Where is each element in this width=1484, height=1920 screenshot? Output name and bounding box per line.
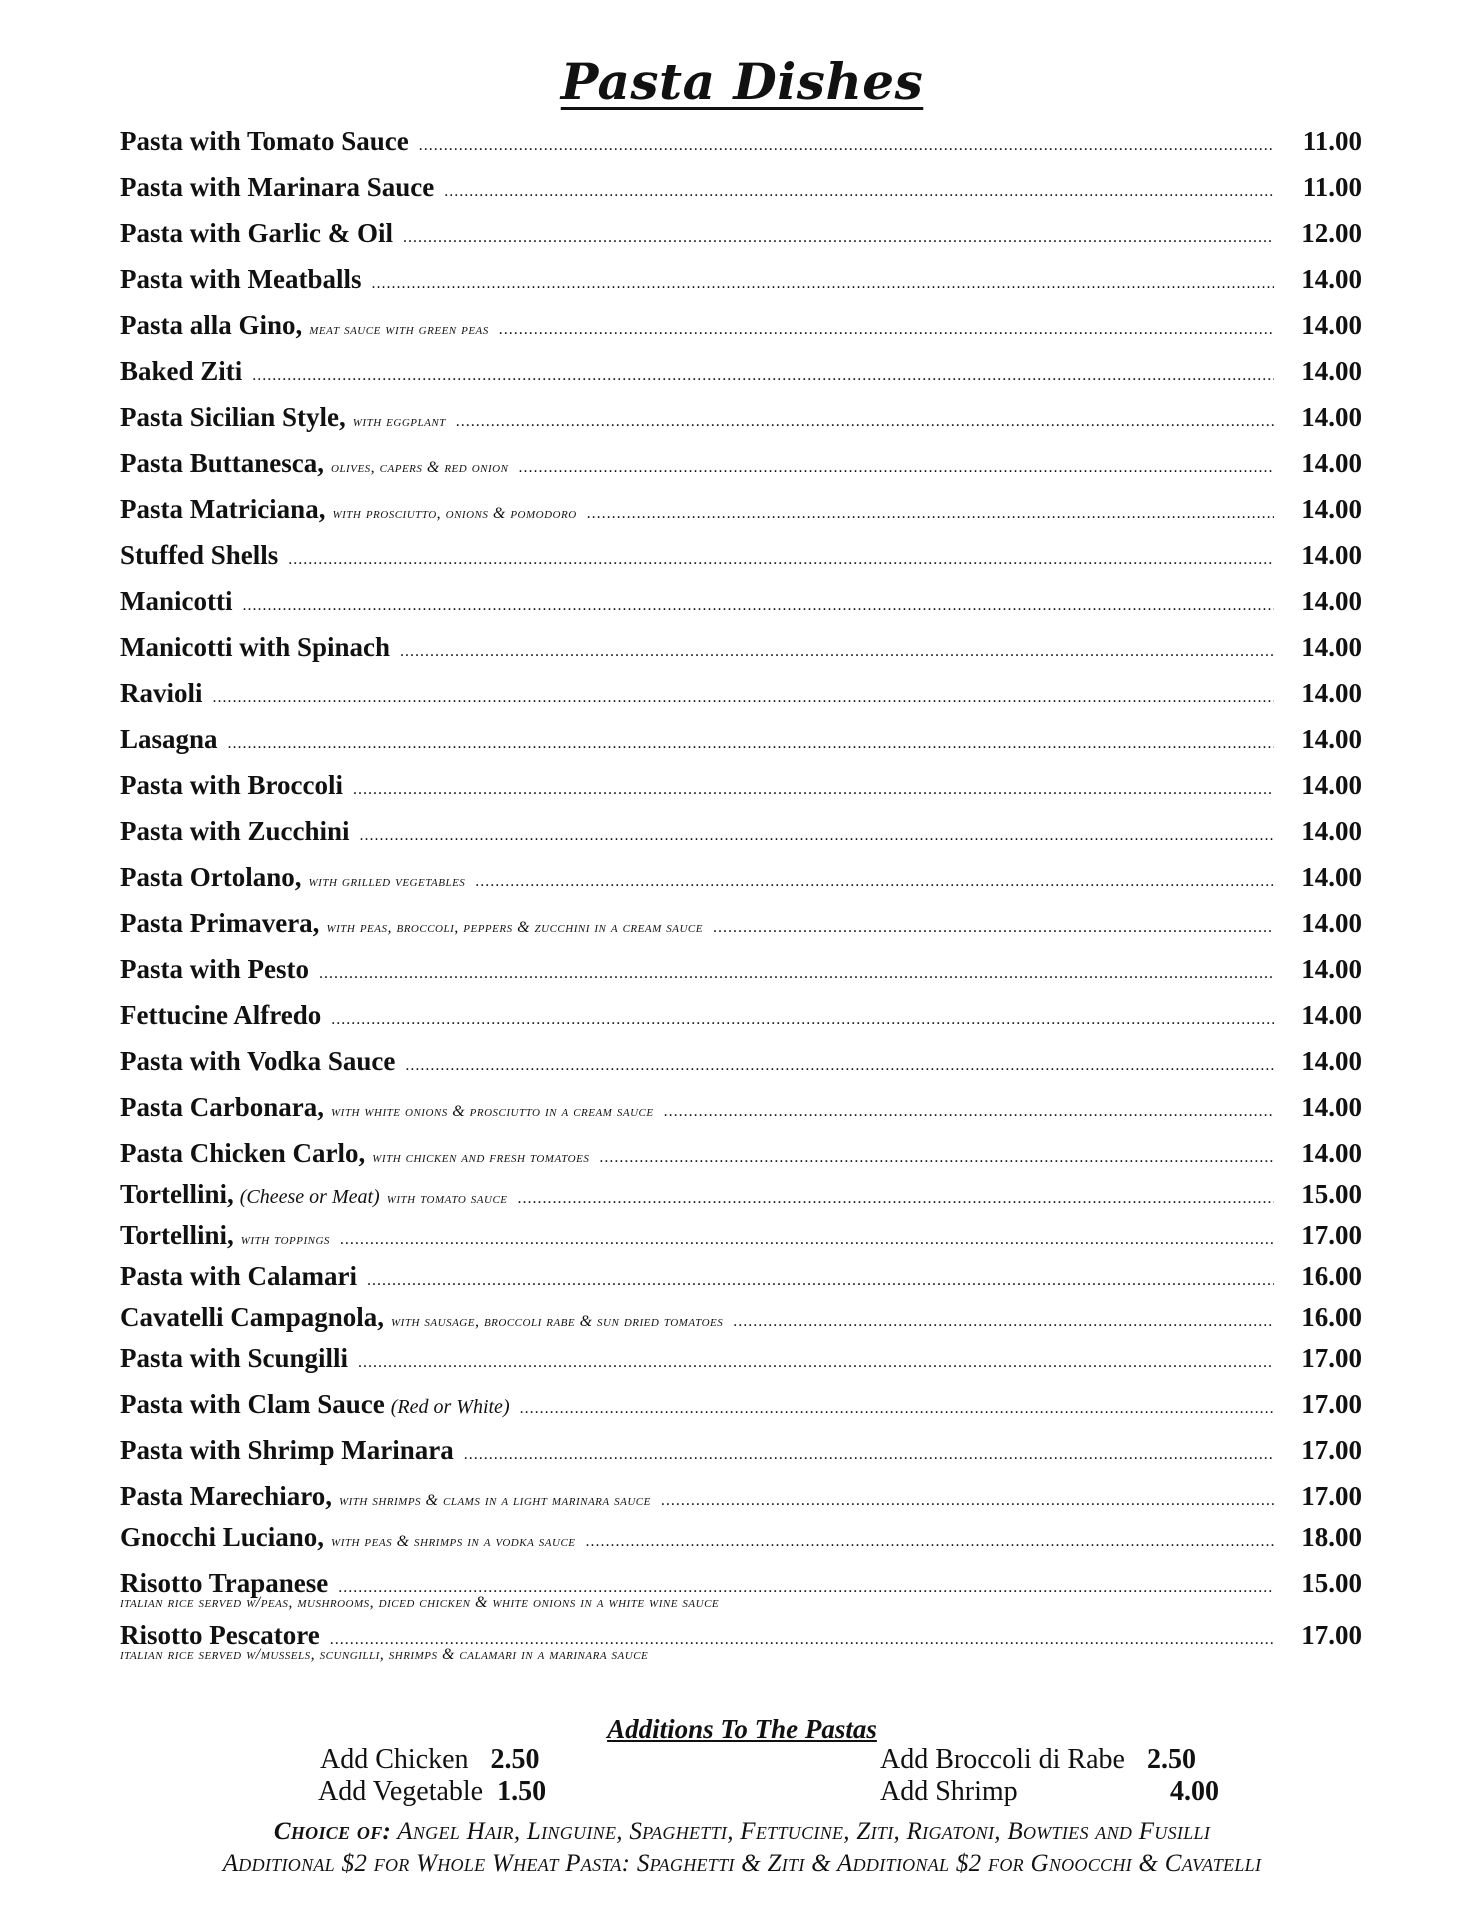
item-price: 17.00 <box>1301 1343 1362 1373</box>
item-price: 14.00 <box>1301 724 1362 754</box>
item-price: 14.00 <box>1301 816 1362 846</box>
page-title: Pasta Dishes <box>560 52 924 111</box>
menu-item <box>120 908 1362 954</box>
item-price: 17.00 <box>1301 1620 1362 1650</box>
item-name: Tortellini, <box>120 1179 234 1209</box>
addition-name: Add Shrimp <box>880 1776 1018 1807</box>
menu-item <box>120 126 1362 172</box>
item-description: with eggplant <box>352 413 446 430</box>
dot-leader <box>444 183 1274 201</box>
addition-item <box>880 1744 1196 1776</box>
menu-item <box>120 310 1362 356</box>
dot-leader <box>599 1149 1274 1167</box>
dot-leader <box>586 1533 1274 1551</box>
addition-price: 2.50 <box>1146 1744 1196 1775</box>
item-price: 15.00 <box>1301 1568 1362 1598</box>
item-price: 14.00 <box>1301 540 1362 570</box>
addition-price: 4.00 <box>1170 1776 1219 1807</box>
item-name: Pasta Buttanesca, <box>120 448 324 478</box>
item-name: Pasta Primavera, <box>120 908 320 938</box>
dot-leader <box>733 1313 1274 1331</box>
item-price: 17.00 <box>1301 1220 1362 1250</box>
menu-item <box>120 1220 1362 1261</box>
item-description: with grilled vegetables <box>308 873 466 890</box>
addition-price: 1.50 <box>497 1776 547 1807</box>
menu-item <box>120 1481 1362 1522</box>
item-name: Pasta with Scungilli <box>120 1343 349 1373</box>
item-description: with prosciutto, onions & pomodoro <box>332 505 577 522</box>
dot-leader <box>228 735 1274 753</box>
item-price: 14.00 <box>1301 632 1362 662</box>
item-name: Baked Ziti <box>120 356 243 386</box>
menu-item <box>120 1261 1362 1302</box>
item-name: Pasta with Marinara Sauce <box>120 172 435 202</box>
dot-leader <box>518 1190 1274 1208</box>
dot-leader <box>405 1057 1274 1075</box>
item-price: 11.00 <box>1302 126 1362 156</box>
item-price: 17.00 <box>1301 1481 1362 1511</box>
dot-leader <box>587 505 1274 523</box>
menu-item <box>120 1000 1362 1046</box>
item-name: Ravioli <box>120 678 203 708</box>
dot-leader <box>518 459 1274 477</box>
item-price: 14.00 <box>1301 310 1362 340</box>
item-price: 16.00 <box>1301 1302 1362 1332</box>
dot-leader <box>400 643 1274 661</box>
menu-item <box>120 1302 1362 1343</box>
item-price: 14.00 <box>1301 1092 1362 1122</box>
item-name: Manicotti <box>120 586 233 616</box>
item-name: Pasta with Vodka Sauce <box>120 1046 396 1076</box>
dot-leader <box>288 551 1274 569</box>
item-price: 17.00 <box>1301 1389 1362 1419</box>
addition-item <box>880 1776 1219 1808</box>
menu-item <box>120 1343 1362 1389</box>
dot-leader <box>520 1400 1274 1418</box>
menu-item <box>120 862 1362 908</box>
item-price: 14.00 <box>1301 494 1362 524</box>
item-name: Pasta with Clam Sauce <box>120 1389 385 1419</box>
item-price: 14.00 <box>1301 678 1362 708</box>
item-price: 14.00 <box>1301 448 1362 478</box>
addition-item <box>320 1744 540 1776</box>
menu-item <box>120 172 1362 218</box>
choice-options: Angel Hair, Linguine, Spaghetti, Fettucine, Ziti, Rigatoni, Bowties and Fusilli <box>397 1818 1211 1845</box>
item-price: 12.00 <box>1301 218 1362 248</box>
item-note: (Cheese or Meat) <box>239 1186 380 1208</box>
item-name: Pasta with Broccoli <box>120 770 343 800</box>
dot-leader <box>360 827 1274 845</box>
dot-leader <box>664 1103 1274 1121</box>
dot-leader <box>331 1011 1274 1029</box>
item-name: Pasta with Meatballs <box>120 264 362 294</box>
item-name: Gnocchi Luciano, <box>120 1522 325 1552</box>
item-description: with peas & shrimps in a vodka sauce <box>331 1533 576 1550</box>
item-description: with tomato sauce <box>386 1190 508 1207</box>
dot-leader <box>338 1579 1274 1597</box>
item-price: 16.00 <box>1301 1261 1362 1291</box>
item-price: 17.00 <box>1301 1435 1362 1465</box>
item-price: 14.00 <box>1301 586 1362 616</box>
item-price: 14.00 <box>1301 1138 1362 1168</box>
menu-item <box>120 1522 1362 1568</box>
item-name: Pasta with Garlic & Oil <box>120 218 393 248</box>
additions-title: Additions To The Pastas <box>607 1714 877 1744</box>
dot-leader <box>713 919 1274 937</box>
addition-name: Add Vegetable <box>318 1776 484 1807</box>
dot-leader <box>499 321 1274 339</box>
menu-item <box>120 586 1362 632</box>
item-name: Pasta with Tomato Sauce <box>120 126 409 156</box>
pasta-surcharge-line: Additional $2 for Whole Wheat Pasta: Spaghetti & Ziti & Additional $2 for Gnoocchi & Cavatelli <box>222 1850 1262 1877</box>
item-note: (Red or White) <box>390 1396 510 1418</box>
item-name: Pasta Sicilian Style, <box>120 402 346 432</box>
menu-item <box>120 218 1362 264</box>
item-name: Pasta alla Gino, <box>120 310 303 340</box>
menu-item <box>120 678 1362 724</box>
addition-name: Add Chicken <box>320 1744 469 1775</box>
item-description: meat sauce with green peas <box>309 321 489 338</box>
item-name: Pasta Ortolano, <box>120 862 302 892</box>
dot-leader <box>252 367 1274 385</box>
menu-item <box>120 724 1362 770</box>
item-name: Pasta Chicken Carlo, <box>120 1138 366 1168</box>
item-name: Fettucine Alfredo <box>120 1000 322 1030</box>
item-description: with peas, broccoli, peppers & zucchini in a cream sauce <box>326 919 703 936</box>
menu-item <box>120 632 1362 678</box>
item-name: Manicotti with Spinach <box>120 632 391 662</box>
menu-item <box>120 1046 1362 1092</box>
item-description: with chicken and fresh tomatoes <box>372 1149 590 1166</box>
item-description: with toppings <box>240 1231 330 1248</box>
dot-leader <box>419 137 1274 155</box>
menu-item <box>120 1620 1362 1660</box>
item-name: Tortellini, <box>120 1220 234 1250</box>
dot-leader <box>464 1446 1274 1464</box>
addition-price: 2.50 <box>490 1744 540 1775</box>
item-price: 15.00 <box>1301 1179 1362 1209</box>
item-name: Risotto Trapanese <box>120 1568 329 1598</box>
item-price: 14.00 <box>1301 954 1362 984</box>
dot-leader <box>661 1492 1274 1510</box>
menu-item <box>120 540 1362 586</box>
menu-item <box>120 494 1362 540</box>
item-description: olives, capers & red onion <box>331 459 509 476</box>
item-subdescription: italian rice served w/peas, mushrooms, diced chicken & white onions in a white wine sauce <box>120 1594 720 1611</box>
item-subdescription: italian rice served w/mussels, scungilli, shrimps & calamari in a marinara sauce <box>120 1646 649 1663</box>
item-name: Pasta with Zucchini <box>120 816 350 846</box>
dot-leader <box>319 965 1274 983</box>
dot-leader <box>456 413 1274 431</box>
dot-leader <box>242 597 1274 615</box>
menu-item <box>120 1568 1362 1608</box>
dot-leader <box>475 873 1274 891</box>
item-name: Pasta with Pesto <box>120 954 309 984</box>
menu-item <box>120 1092 1362 1138</box>
pasta-choice-line <box>0 1818 1484 1846</box>
dot-leader <box>367 1272 1274 1290</box>
menu-item <box>120 816 1362 862</box>
dot-leader <box>371 275 1274 293</box>
item-description: with shrimps & clams in a light marinara sauce <box>338 1492 651 1509</box>
menu-item <box>120 264 1362 310</box>
item-price: 14.00 <box>1301 908 1362 938</box>
item-name: Pasta Carbonara, <box>120 1092 324 1122</box>
item-price: 18.00 <box>1301 1522 1362 1552</box>
item-name: Risotto Pescatore <box>120 1620 320 1650</box>
item-name: Pasta Marechiaro, <box>120 1481 332 1511</box>
item-name: Pasta with Shrimp Marinara <box>120 1435 454 1465</box>
item-description: with sausage, broccoli rabe & sun dried tomatoes <box>391 1313 724 1330</box>
menu-item <box>120 356 1362 402</box>
item-name: Pasta Matriciana, <box>120 494 326 524</box>
menu-item <box>120 1138 1362 1179</box>
item-price: 14.00 <box>1301 356 1362 386</box>
dot-leader <box>340 1231 1274 1249</box>
dot-leader <box>213 689 1274 707</box>
menu-item <box>120 448 1362 494</box>
menu-item <box>120 954 1362 1000</box>
dot-leader <box>358 1354 1274 1372</box>
item-name: Stuffed Shells <box>120 540 279 570</box>
item-price: 14.00 <box>1301 402 1362 432</box>
dot-leader <box>330 1631 1274 1649</box>
menu-item <box>120 402 1362 448</box>
addition-item <box>318 1776 546 1808</box>
item-price: 11.00 <box>1302 172 1362 202</box>
item-price: 14.00 <box>1301 1000 1362 1030</box>
dot-leader <box>403 229 1274 247</box>
dot-leader <box>353 781 1274 799</box>
item-price: 14.00 <box>1301 1046 1362 1076</box>
addition-name: Add Broccoli di Rabe <box>880 1744 1125 1775</box>
item-name: Cavatelli Campagnola, <box>120 1302 385 1332</box>
item-price: 14.00 <box>1301 862 1362 892</box>
menu-list <box>120 126 1362 1672</box>
menu-item <box>120 1179 1362 1220</box>
menu-item <box>120 1435 1362 1481</box>
menu-item <box>120 770 1362 816</box>
choice-label: Choice of: <box>273 1818 392 1845</box>
item-price: 14.00 <box>1301 770 1362 800</box>
item-price: 14.00 <box>1301 264 1362 294</box>
item-description: with white onions & prosciutto in a cream sauce <box>331 1103 654 1120</box>
item-name: Pasta with Calamari <box>120 1261 357 1291</box>
item-name: Lasagna <box>120 724 218 754</box>
menu-item <box>120 1389 1362 1435</box>
